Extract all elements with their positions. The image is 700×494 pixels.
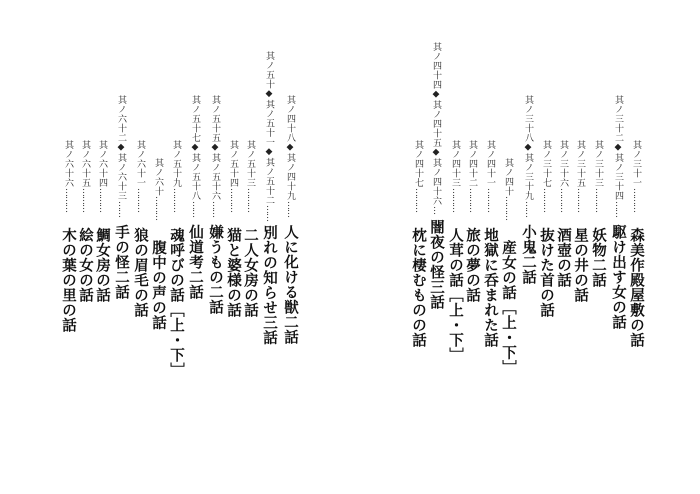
toc-entry[interactable] — [428, 42, 444, 310]
toc-entry[interactable] — [132, 140, 148, 318]
entry-number: 其ノ六十 — [153, 158, 163, 196]
leader-dots: …… — [210, 200, 220, 217]
entry-number: 其ノ三十五 — [575, 140, 585, 188]
entry-title: 嫌うもの二話 — [207, 224, 224, 315]
entry-number: 其ノ四十 — [503, 158, 513, 196]
toc-entry[interactable] — [555, 140, 571, 288]
entry-number: 其ノ五十九 — [171, 140, 181, 188]
leader-dots: ……… — [541, 187, 551, 212]
entry-number: 其ノ四十一 — [485, 140, 495, 188]
entry-title: 手の怪二話 — [113, 224, 130, 300]
entry-title: 人茸の話［上・下］ — [447, 227, 464, 363]
entry-title: 別れの知らせ三話 — [261, 225, 278, 345]
entry-title: 抜けた首の話 — [538, 227, 555, 318]
toc-entry[interactable] — [168, 140, 184, 378]
entry-title: 仙道考二話 — [187, 224, 204, 300]
entry-title: 猫と婆様の話 — [225, 227, 242, 318]
entry-number: 其ノ五十◆其ノ五十一◆其ノ五十二 — [264, 51, 274, 205]
leader-dots: … — [431, 205, 441, 214]
entry-title: 星の井の話 — [572, 227, 589, 303]
toc-entry[interactable] — [572, 140, 588, 303]
leader-dots: ……… — [153, 196, 163, 220]
leader-dots: ……… — [485, 187, 495, 212]
leader-dots: ……… — [558, 187, 568, 212]
entry-title: 旅の夢の話 — [464, 227, 481, 303]
leader-dots: …… — [264, 205, 274, 221]
toc-entry[interactable] — [261, 51, 277, 345]
entry-title: 地獄に呑まれた話 — [482, 227, 499, 348]
leader-dots: ……… — [80, 187, 90, 212]
entry-title: 枕に棲むものの話 — [410, 227, 427, 348]
leader-dots: ……… — [228, 187, 238, 212]
leader-dots: …… — [116, 200, 126, 217]
entry-number: 其ノ三十八◆其ノ三十九 — [523, 95, 533, 201]
toc-entry[interactable] — [60, 140, 76, 333]
leader-dots: …… — [190, 200, 200, 217]
entry-number: 其ノ六十一 — [135, 140, 145, 188]
leader-dots: ……… — [503, 196, 513, 220]
entry-number: 其ノ五十五◆其ノ五十六 — [210, 95, 220, 201]
entry-title: 二人女房の話 — [242, 227, 259, 318]
entry-number: 其ノ四十四◆其ノ四十五◆其ノ四十六 — [431, 42, 441, 206]
toc-entry[interactable] — [113, 95, 129, 300]
toc-entry[interactable] — [520, 95, 536, 285]
entry-title: 人に化ける獣二話 — [282, 224, 299, 345]
toc-entry[interactable] — [447, 140, 463, 363]
leader-dots: …… — [285, 200, 295, 217]
entry-number: 其ノ五十七◆其ノ五十八 — [190, 95, 200, 201]
toc-entry[interactable] — [77, 140, 93, 303]
leader-dots: ……… — [245, 187, 255, 212]
entry-number: 其ノ三十七 — [541, 140, 551, 188]
entry-title: 木の葉の里の話 — [60, 227, 77, 333]
entry-title: 産女の話［上・下］ — [500, 240, 517, 375]
entry-title: 森美作殿屋敷の話 — [628, 227, 645, 348]
entry-number: 其ノ三十二◆其ノ三十四 — [613, 95, 623, 201]
entry-title: 酒壺の話 — [555, 227, 572, 288]
toc-entry[interactable] — [482, 140, 498, 348]
entry-title: 魂呼びの話［上・下］ — [168, 227, 185, 378]
entry-number: 其ノ三十三 — [593, 140, 603, 188]
toc-entry[interactable] — [538, 140, 554, 318]
toc-entry[interactable] — [410, 140, 426, 348]
leader-dots: ……… — [467, 187, 477, 212]
leader-dots: ……… — [413, 187, 423, 212]
entry-title: 闇夜の怪三話 — [428, 219, 445, 310]
toc-entry[interactable] — [610, 95, 626, 330]
entry-title: 腹中の声の話 — [150, 240, 167, 330]
entry-title: 鯛女房の話 — [94, 227, 111, 303]
leader-dots: ……… — [97, 187, 107, 212]
entry-title: 絵の女の話 — [77, 227, 94, 303]
entry-number: 其ノ三十六 — [558, 140, 568, 188]
toc-entry[interactable] — [242, 140, 258, 318]
entry-title: 小鬼二話 — [520, 224, 537, 285]
leader-dots: ……… — [631, 187, 641, 212]
entry-number: 其ノ五十四 — [228, 140, 238, 188]
entry-number: 其ノ四十三 — [450, 140, 460, 188]
toc-entry[interactable] — [187, 95, 203, 300]
entry-number: 其ノ六十二◆其ノ六十三 — [116, 95, 126, 201]
toc-entry[interactable] — [590, 140, 606, 288]
leader-dots: ……… — [450, 187, 460, 212]
leader-dots: ……… — [171, 187, 181, 212]
toc-entry[interactable] — [464, 140, 480, 303]
leader-dots: …… — [613, 200, 623, 217]
leader-dots: ……… — [135, 187, 145, 212]
toc-entry[interactable] — [282, 95, 298, 345]
entry-number: 其ノ六十四 — [97, 140, 107, 188]
entry-number: 其ノ三十一 — [631, 140, 641, 188]
entry-title: 妖物二話 — [590, 227, 607, 288]
entry-number: 其ノ六十六 — [63, 140, 73, 188]
leader-dots: ……… — [63, 187, 73, 212]
toc-page-right — [350, 0, 700, 494]
leader-dots: ……… — [575, 187, 585, 212]
toc-entry[interactable] — [207, 95, 223, 315]
leader-dots: …… — [523, 200, 533, 217]
entry-number: 其ノ五十三 — [245, 140, 255, 188]
entry-number: 其ノ四十八◆其ノ四十九 — [285, 95, 295, 201]
toc-entry[interactable] — [500, 158, 516, 375]
entry-number: 其ノ四十七 — [413, 140, 423, 188]
toc-entry[interactable] — [628, 140, 644, 348]
toc-entry[interactable] — [94, 140, 110, 303]
entry-number: 其ノ四十二 — [467, 140, 477, 188]
entry-number: 其ノ六十五 — [80, 140, 90, 188]
leader-dots: ……… — [593, 187, 603, 212]
entry-title: 狼の眉毛の話 — [132, 227, 149, 318]
toc-entry[interactable] — [150, 158, 166, 330]
toc-entry[interactable] — [225, 140, 241, 318]
entry-title: 駆け出す女の話 — [610, 224, 627, 330]
